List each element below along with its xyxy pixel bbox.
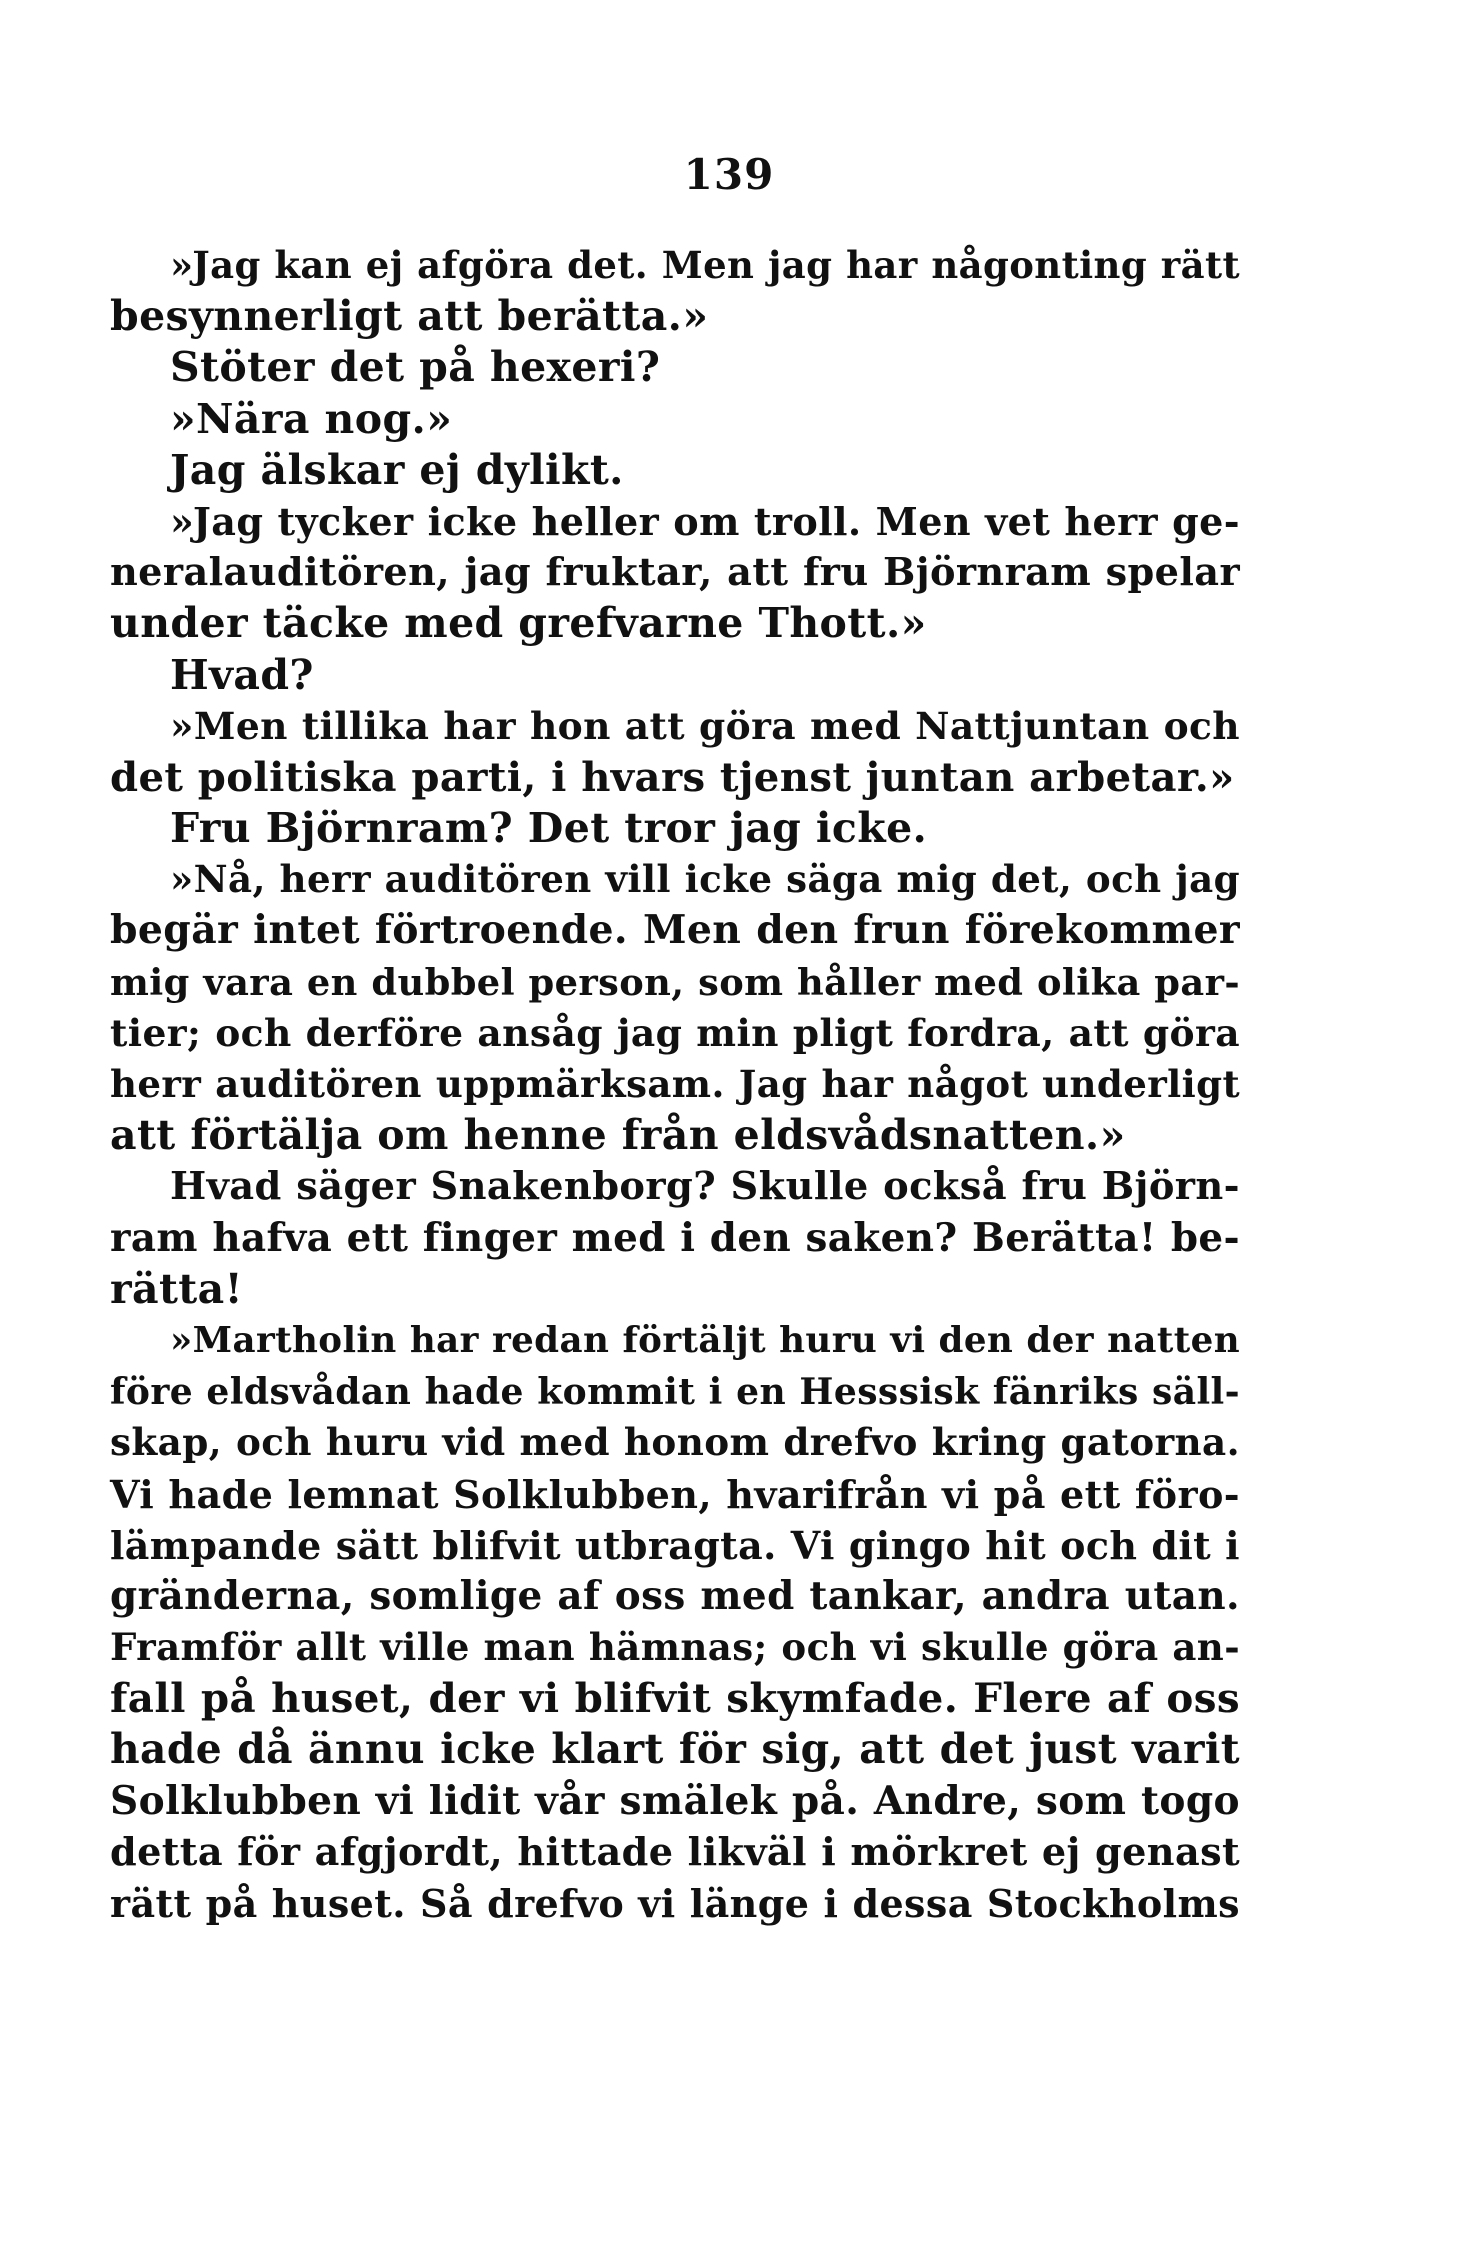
text-line: hade då ännu icke klart för sig, att det just varit (110, 1725, 1240, 1774)
text-line: Framför allt ville man hämnas; och vi skulle göra an- (110, 1625, 1240, 1670)
body-text (110, 240, 1240, 1929)
text-line: neralauditören, jag fruktar, att fru Björnram spelar (110, 550, 1240, 596)
text-line: det politiska parti, i hvars tjenst juntan arbetar.» (110, 753, 1235, 801)
text-line: rätta! (110, 1264, 244, 1313)
text-line: Stöter det på hexeri? (170, 343, 661, 392)
text-line: »Jag kan ej afgöra det. Men jag har någonting rätt (170, 243, 1240, 287)
text-line: »Nära nog.» (170, 394, 453, 443)
text-line: före eldsvådan hade kommit i en Hesssisk fänriks säll- (110, 1370, 1240, 1414)
text-line: Solklubben vi lidit vår smälek på. Andre, som togo (110, 1777, 1240, 1824)
text-line: begär intet förtroende. Men den frun förekommer (110, 907, 1240, 954)
text-line: besynnerligt att berätta.» (110, 292, 709, 341)
text-line: Jag älskar ej dylikt. (170, 445, 624, 494)
text-line: Fru Björnram? Det tror jag icke. (170, 804, 928, 853)
text-line: Vi hade lemnat Solklubben, hvarifrån vi på ett föro- (110, 1471, 1240, 1517)
text-line: fall på huset, der vi blifvit skymfade. Flere af oss (110, 1674, 1240, 1723)
text-line: att förtälja om henne från eldsvådsnatten.» (110, 1111, 1126, 1160)
page-number: 139 (683, 150, 775, 199)
text-line: detta för afgjordt, hittade likväl i mörkret ej genast (110, 1829, 1240, 1875)
text-line: »Martholin har redan förtäljt huru vi den der natten (170, 1319, 1240, 1361)
text-line: mig vara en dubbel person, som håller med olika par- (110, 959, 1240, 1004)
text-line: Hvad säger Snakenborg? Skulle också fru Björn- (170, 1164, 1240, 1210)
text-line: ram hafva ett finger med i den saken? Berätta! be- (110, 1215, 1240, 1261)
text-line: rätt på huset. Så drefvo vi länge i dessa Stockholms (110, 1881, 1240, 1926)
text-line: »Nå, herr auditören vill icke säga mig det, och jag (170, 857, 1240, 902)
text-line: »Men tillika har hon att göra med Nattjuntan och (170, 703, 1240, 748)
text-line: Hvad? (170, 650, 314, 699)
text-line: »Jag tycker icke heller om troll. Men vet herr ge- (170, 498, 1240, 544)
text-line: lämpande sätt blifvit utbragta. Vi gingo hit och dit i (110, 1522, 1240, 1568)
text-line: under täcke med grefvarne Thott.» (110, 599, 927, 648)
text-line: tier; och derföre ansåg jag min pligt fordra, att göra (110, 1010, 1240, 1055)
text-line: gränderna, somlige af oss med tankar, andra utan. (110, 1572, 1240, 1619)
text-line: skap, och huru vid med honom drefvo kring gatorna. (110, 1420, 1240, 1465)
text-line: herr auditören uppmärksam. Jag har något underligt (110, 1062, 1240, 1106)
